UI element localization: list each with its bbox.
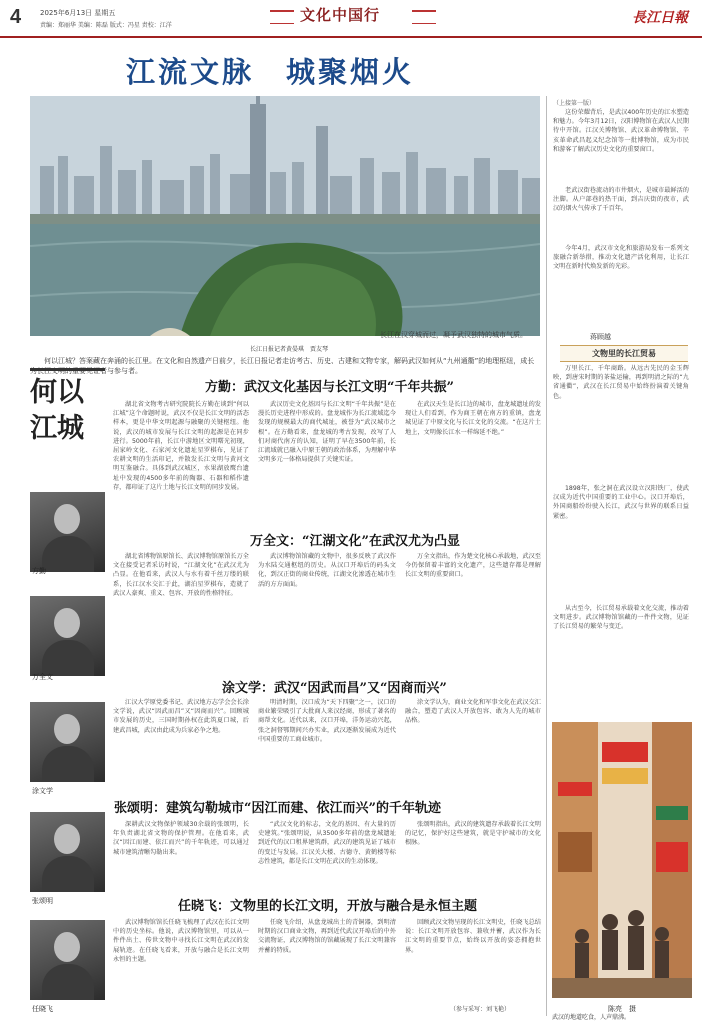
sidebox-title: 文物里的长江贸易 [560, 345, 688, 362]
sidebox-para-1: 万里长江，千年商路。从远古先民的金玉辉映，到唐宋时期的茶盐运输，再到明清之际的“九省通衢”，武汉在长江贸易中始终扮演着关键角色。 [553, 365, 689, 400]
main-headline: 江流文脉 城聚烟火 [125, 55, 414, 89]
skyline-illustration [30, 96, 540, 336]
street-illustration [552, 722, 692, 998]
column-big-title: 何以江城 [30, 368, 105, 447]
staff-line: 责编：郑丽华 美编：陈磊 版式：冯星 责校：江洋 [40, 22, 172, 29]
section-wan-col-1: 湖北省博物馆原馆长、武汉博物馆原馆长万全文在接受记者采访时说，“江湖文化”在武汉尤为凸显。在他看来，武汉人与水有着千丝万缕的联系，长江汉水交汇于此，湖泊星罗棋布，造就了武汉人豪爽、重义、包容、开放的性格特征。 [113, 553, 249, 597]
section-zhang-col-1: 深耕武汉文物保护领域30余载的张颂明，长年负责湖北省文物的保护管理。在他看来，武汉“因江而建、依江而兴”的千年轨迹，可以通过城市建筑清晰勾勒出来。 [113, 821, 249, 856]
continued-label: （上接第一版） [553, 100, 596, 107]
section-title: 文化中国行 [300, 6, 381, 24]
column-divider [546, 96, 547, 1016]
section-ren-col-1: 武汉博物馆馆长任晓飞梳理了武汉在长江文明中的历史坐标。他说，武汉博物馆里，可以从一件件出土、传世文物中寻找长江文明在武汉的发展轨迹。在任晓飞看来，开放与融合是长江文明永恒的主题。 [113, 919, 249, 963]
date-line: 2025年6月13日 星期五 [40, 9, 116, 17]
section-tu-col-2: 明清时期，汉口成为“天下四聚”之一，汉口的商业繁荣吸引了大批商人来汉经商，形成了著名的商帮文化。近代以来，汉口开埠，洋务运动兴起，张之洞督鄂期间兴办实业，武汉逐渐发展成为近代中国重要的工商业城市。 [258, 699, 396, 743]
portrait-zhang-photo [30, 812, 105, 892]
intro-paragraph: 何以江城？答案藏在奔涌的长江里。在文化和自然遗产日前夕，长江日报记者走访考古、历史、古建和文物专家，解码武汉如何从“九州通衢”的地理枢纽，成长为长江文明的重要见证者与参与者。 [30, 357, 535, 375]
section-heading-ren: 任晓飞：文物里的长江文明，开放与融合是永恒主题 [178, 899, 478, 914]
portrait-zhang-name: 张颂明 [32, 897, 53, 905]
section-heading-wan: 万全文：“江湖文化”在武汉尤为凸显 [250, 534, 460, 549]
portrait-tu-name: 涂文学 [32, 787, 53, 795]
section-wan-col-3: 万全文指出，作为楚文化核心承载地，武汉至今仍保留着丰富的文化遗产，这些遗存都是理解长江文明的重要窗口。 [405, 553, 541, 579]
section-ren-col-3: 回顾武汉文物呈现的长江文明史，任晓飞总结说：长江文明开放包容、兼收并蓄，武汉作为长江文明的重要节点，始终以开放的姿态拥抱世界。 [405, 919, 541, 954]
right-col-para-3: 今年4月，武汉市文化和旅游局发布一系列文旅融合新举措，推动文化遗产活化利用，让长江文明在新时代焕发新的光彩。 [553, 245, 689, 271]
photo-credit: 长江日报记者黄晏琪 贾友琴 [250, 346, 329, 353]
right-col-para-1: 这份荣耀背后，是武汉400年历史的江水塑造和魅力。今年3月12日，汉阳博物馆在武汉人民期待中开馆。江汉关博物馆、武汉革命博物馆、辛亥革命武昌起义纪念馆等一批博物馆，成为市民和游客了解武汉历史文化的重要窗口。 [553, 109, 689, 153]
street-food-photo [552, 722, 692, 998]
section-fang-col-2: 武汉历史文化基因与长江文明“千年共振”是在漫长历史进程中形成的。盘龙城作为长江流域迄今发现的规模最大的商代城址，被誉为“武汉城市之根”。在方勤看来，盘龙城的考古发现，改写了人们对商代南方的认知，证明了早在3500年前，长江流域就已融入中原王朝的政治体系，为理解中华文明多元一体格局提供了关键实证。 [258, 401, 396, 464]
section-ren-col-2: 任晓飞介绍，从盘龙城出土的青铜器，到明清时期的汉口商业文物，再到近代武汉开埠后的中外交流物证，武汉博物馆的馆藏展现了长江文明兼容并蓄的特质。 [258, 919, 396, 954]
header-rule [0, 36, 702, 38]
source-note: （参与采写：刘飞艳） [450, 1006, 511, 1013]
sidebox-author: 蒋顾越 [590, 333, 611, 341]
right-col-para-2: 老武汉街巷流动的市井烟火，是城市最鲜活的注脚。从户部巷的热干面，到吉庆街的夜市，武汉的烟火气传承了千百年。 [553, 187, 689, 213]
sidebox-para-3: 从古至今，长江贸易承载着文化交流，推动着文明进步。武汉博物馆馆藏的一件件文物，见证了长江贸易的繁荣与变迁。 [553, 605, 689, 631]
page-number: 4 [10, 6, 22, 28]
section-zhang-col-3: 张颂明指出，武汉的建筑遗存承载着长江文明的记忆，保护好这些建筑，就是守护城市的文化根脉。 [405, 821, 541, 847]
photographer-credit: 陈亮 摄 [608, 1005, 636, 1013]
section-tu-col-1: 江汉大学原党委书记、武汉地方志学会会长涂文学说，武汉“因武而昌”又“因商而兴”。回顾城市发展的历史，三国时期孙权在此筑夏口城，后建武昌城，武汉由此成为兵家必争之地。 [113, 699, 249, 734]
section-heading-fang: 方勤：武汉文化基因与长江文明“千年共振” [205, 380, 454, 395]
section-fang-col-1: 湖北省文物考古研究院院长方勤在谈到“何以江城”这个命题时说，武汉不仅是长江文明的活态样本，更是中华文明起源与融聚的关键枢纽。他说，武汉的城市发展与长江文明的起源是在同步进行。5000年前，长江中游地区文明曙光初现，屈家岭文化、石家河文化遗址星罗棋布，见证了农耕文明的生活印记，并散发长江文明与黄河文明互鉴融合。具体到武汉城区，水果湖放鹰台遗址中发现的4500多年前的陶器、石器和稻作遗存，都印证了这片土地与长江文明的同步发展。 [113, 401, 249, 491]
section-wan-col-2: 武汉博物馆馆藏的文物中，很多反映了武汉作为水陆交通枢纽的历史。从汉口开埠后的码头文化，到汉正街的商业传统，江湖文化渗透在城市生活的方方面面。 [258, 553, 396, 588]
sidebox-para-2: 1898年，张之洞在武汉设立汉阳铁厂，使武汉成为近代中国重要的工业中心。汉口开埠后，外国商船纷纷驶入长江，武汉与世界的联系日益紧密。 [553, 485, 689, 520]
newspaper-logo: 長江日報 [632, 10, 688, 26]
portrait-ren-photo [30, 920, 105, 1000]
section-tu-col-3: 涂文学认为，商业文化和军事文化在武汉交汇融合，塑造了武汉人开放包容、敢为人先的城市品格。 [405, 699, 541, 725]
portrait-fang-name: 方勤 [32, 567, 46, 575]
street-photo-caption: 武汉的地道吃食，人声鼎沸。 [552, 1014, 631, 1021]
section-fang-col-3: 在武汉天生是长江边的城市，盘龙城遗址的发现让人们看到，作为商王朝在南方的重镇，盘龙城见证了中原文化与长江文化的交流。“在这片土地上，文明像长江水一样绵延不绝。” [405, 401, 541, 436]
portrait-wan-name: 万全文 [32, 673, 53, 681]
section-heading-zhang: 张颂明：建筑勾勒城市“因江而建、依江而兴”的千年轨迹 [114, 801, 441, 816]
portrait-wan-photo [30, 596, 105, 676]
portrait-fang-photo [30, 492, 105, 572]
city-river-photo [30, 96, 540, 336]
section-heading-tu: 涂文学：武汉“因武而昌”又“因商而兴” [222, 681, 447, 696]
portrait-ren-name: 任晓飞 [32, 1005, 53, 1013]
portrait-tu-photo [30, 702, 105, 782]
page-header [0, 0, 702, 38]
section-zhang-col-2: “武汉文化的标志，文化的基因、有大量的历史建筑。”张颂明说，从3500多年前的盘龙城遗址到近代的汉口租界建筑群，武汉的建筑见证了城市的变迁与发展。江汉关大楼、古德寺、黄鹤楼等标志性建筑，都是长江文明在武汉的生动体现。 [258, 821, 396, 865]
ornament-right [412, 10, 436, 24]
photo-caption: 长江在汉穿城而过，凝予武汉独特的城市气质。 [380, 331, 527, 339]
ornament-left [270, 10, 294, 24]
